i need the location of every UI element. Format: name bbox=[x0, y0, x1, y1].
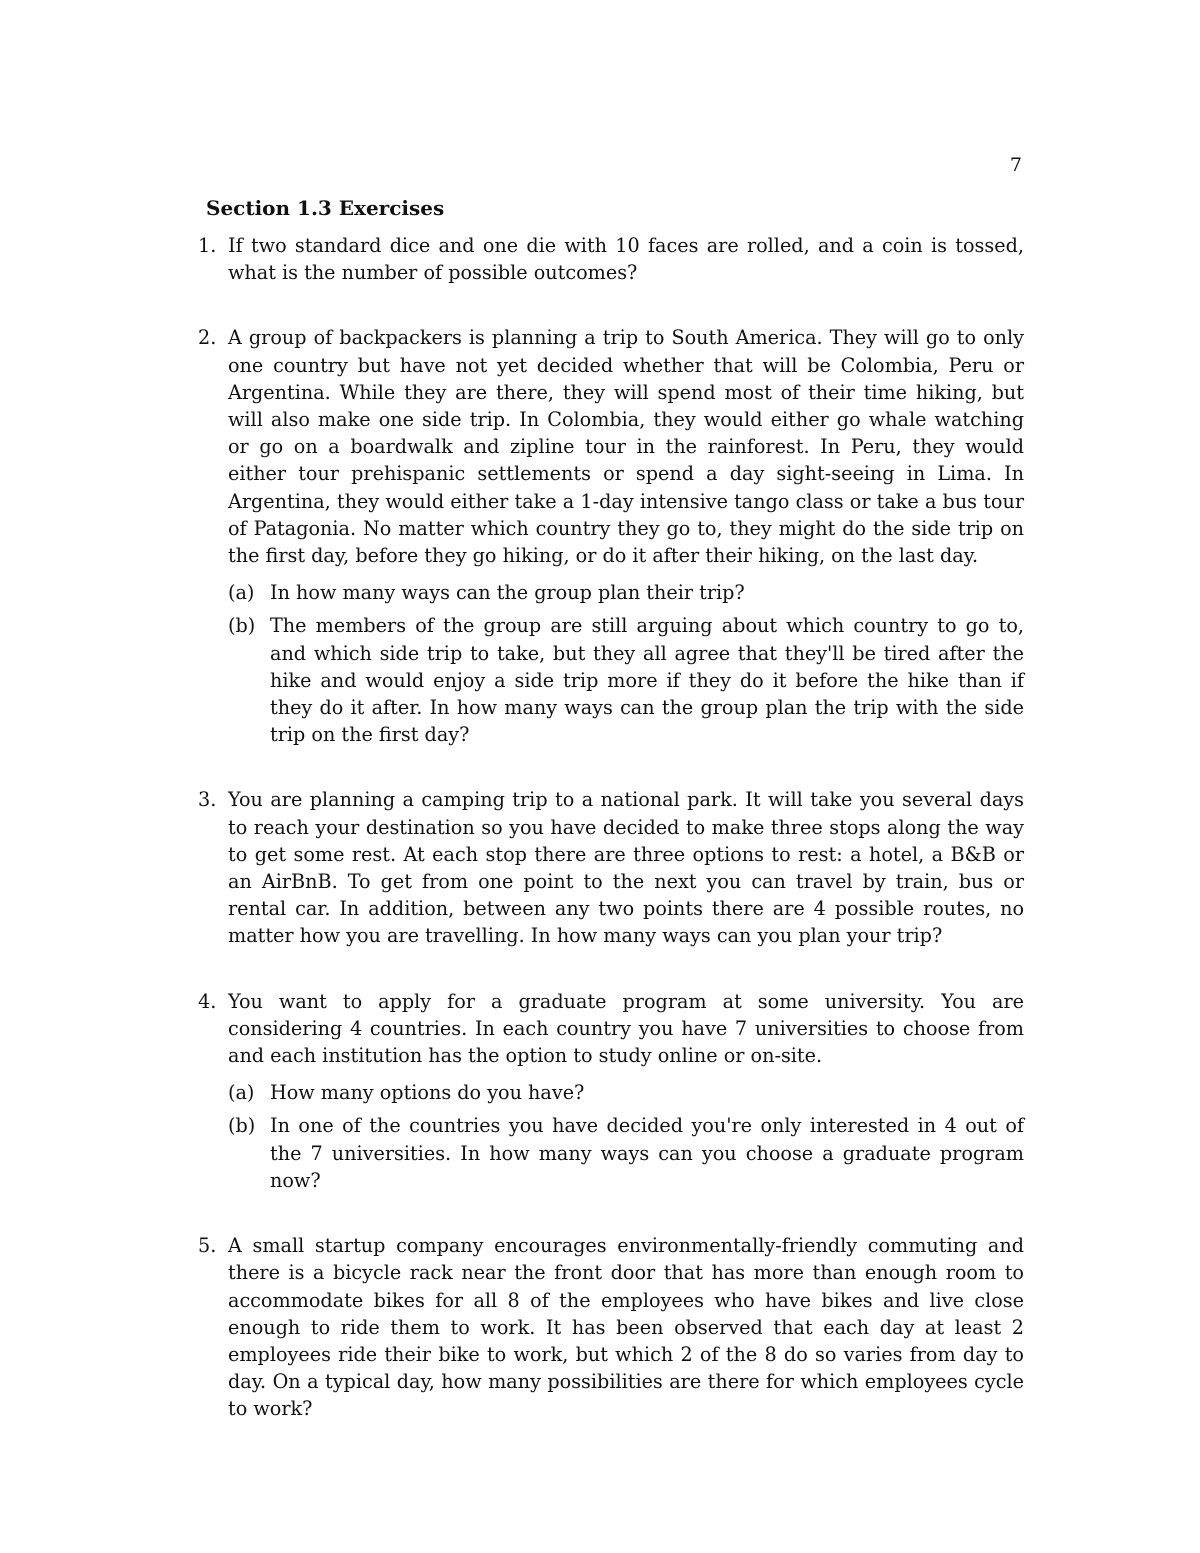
exercise-part-b bbox=[228, 1112, 1024, 1194]
exercise-4 bbox=[198, 988, 1024, 1194]
exercise-part-a bbox=[228, 1079, 1024, 1106]
part-label: (a) bbox=[228, 581, 255, 605]
exercise-text: If two standard dice and one die with 10 faces are rolled, and a coin is tossed, what is the number of possible outcomes? bbox=[228, 234, 1024, 285]
exercise-number: 1. bbox=[198, 234, 217, 257]
exercise-1 bbox=[198, 232, 1024, 286]
part-label: (a) bbox=[228, 1081, 255, 1105]
page-number: 7 bbox=[1009, 154, 1022, 176]
part-text: In how many ways can the group plan their trip? bbox=[270, 581, 745, 605]
exercise-text: A small startup company encourages environmentally-friendly commuting and there is a bicycle rack near the front door that has more than enough room to accommodate bikes for all 8 of the employees who have bikes and live close enough to ride them to work. It has been observed that each day at least 2 employees ride their bike to work, but which 2 of the 8 do so varies from day to day. On a typical day, how many possibilities are there for which employees cycle to work? bbox=[228, 1234, 1024, 1421]
exercise-number: 4. bbox=[198, 989, 217, 1013]
section-title: Section 1.3 Exercises bbox=[206, 196, 445, 220]
exercise-part-a bbox=[228, 579, 1024, 606]
exercise-parts bbox=[228, 579, 1024, 748]
exercise-text: A group of backpackers is planning a trip to South America. They will go to only one country but have not yet decided whether that will be Colombia, Peru or Argentina. While they are there, they will spend most of their time hiking, but will also make one side trip. In Colombia, they would either go whale watching or go on a boardwalk and zipline tour in the rainforest. In Peru, they would either tour prehispanic settlements or spend a day sight-seeing in Lima. In Argentina, they would either take a 1-day intensive tango class or take a bus tour of Patagonia. No matter which country they go to, they might do the side trip on the first day, before they go hiking, or do it after their hiking, on the last day. bbox=[228, 326, 1024, 568]
exercise-part-b bbox=[228, 612, 1024, 748]
exercise-text: You want to apply for a graduate program at some university. You are considering 4 countries. In each country you have 7 universities to choose from and each institution has the option to study online or on-site. bbox=[228, 989, 1024, 1068]
part-label: (b) bbox=[228, 1114, 256, 1138]
document-body bbox=[198, 194, 1024, 1461]
exercise-number: 3. bbox=[198, 788, 217, 812]
part-text: How many options do you have? bbox=[270, 1081, 585, 1105]
exercise-text: You are planning a camping trip to a national park. It will take you several days to reach your destination so you have decided to make three stops along the way to get some rest. At each stop there are three options to rest: a hotel, a B&B or an AirBnB. To get from one point to the next you can travel by train, bus or rental car. In addition, between any two points there are 4 possible routes, no matter how you are travelling. In how many ways can you plan your trip? bbox=[228, 788, 1024, 948]
exercise-number: 2. bbox=[198, 326, 217, 350]
exercise-2 bbox=[198, 324, 1024, 748]
exercise-parts bbox=[228, 1079, 1024, 1194]
exercise-5 bbox=[198, 1232, 1024, 1422]
exercise-3 bbox=[198, 786, 1024, 949]
part-text: The members of the group are still arguing about which country to go to, and which side trip to take, but they all agree that they'll be tired after the hike and would enjoy a side trip more if they do it before the hike than if they do it after. In how many ways can the group plan the trip with the side trip on the first day? bbox=[270, 614, 1024, 747]
part-text: In one of the countries you have decided you're only interested in 4 out of the 7 universities. In how many ways can you choose a graduate program now? bbox=[270, 1114, 1024, 1192]
exercise-number: 5. bbox=[198, 1234, 217, 1258]
part-label: (b) bbox=[228, 614, 256, 638]
